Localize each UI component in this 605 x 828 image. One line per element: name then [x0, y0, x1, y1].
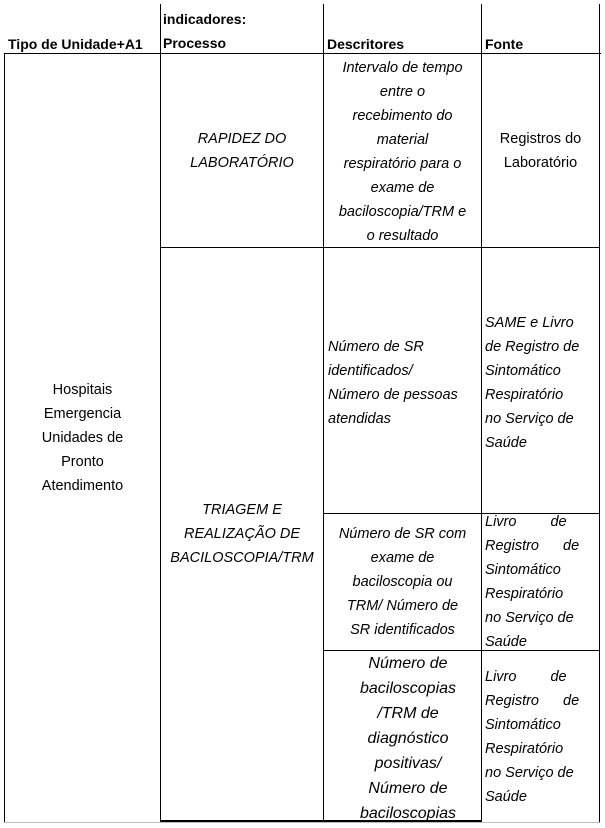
descriptor-line: baciloscopia ou	[352, 574, 453, 590]
descriptor-line: baciloscopias	[359, 805, 457, 820]
header-descritores-text: Descritores	[327, 36, 405, 52]
source-line: Registros do	[499, 131, 582, 147]
descriptor-line: atendidas	[328, 411, 391, 427]
unit-type-line: Hospitais	[52, 382, 113, 398]
descriptor-line: baciloscopias	[359, 680, 457, 697]
process-triagem	[161, 498, 323, 570]
source-line: Saúde	[485, 435, 527, 451]
source-line: SAME e Livro	[485, 315, 574, 331]
source-line: Respiratório	[485, 387, 564, 403]
source-line: Laboratório	[503, 155, 578, 171]
header-fonte	[485, 35, 595, 54]
header-tipo-unidade-text: Tipo de Unidade+A1	[8, 36, 143, 52]
source-line: de Registro de	[485, 339, 580, 355]
descriptor-line: positivas/	[374, 755, 442, 772]
descriptor-line: TRM/ Número de	[346, 598, 459, 614]
source-line: Saúde	[485, 634, 527, 650]
source-same	[485, 311, 595, 455]
descriptor-line: respiratório para o	[343, 156, 462, 172]
descriptor-line: identificados/	[328, 363, 413, 379]
descriptor-line: Número de pessoas	[328, 387, 458, 403]
descriptor-line: exame de	[370, 550, 435, 566]
descriptor-line: Número de	[368, 655, 448, 672]
source-registros	[482, 127, 599, 175]
header-indicadores-text: indicadores:	[163, 11, 247, 27]
descriptor-numero-sr-exame	[324, 522, 481, 642]
process-line: LABORATÓRIO	[190, 155, 294, 171]
header-tipo-unidade	[8, 35, 160, 54]
process-line: REALIZAÇÃO DE	[183, 526, 301, 542]
header-processo-text: Processo	[163, 35, 227, 51]
descriptor-line: material	[376, 132, 429, 148]
source-line: Livro de	[485, 669, 567, 685]
descriptor-line: recebimento do	[352, 108, 453, 124]
col-line-4	[599, 4, 600, 822]
descriptor-line: SR identificados	[350, 622, 455, 638]
source-livro-2	[485, 665, 595, 809]
source-line: Respiratório	[485, 741, 564, 757]
descriptor-line: Número de SR	[328, 339, 424, 355]
descriptor-line: Intervalo de tempo	[342, 60, 463, 76]
unit-type-line: Unidades de	[41, 430, 124, 446]
descriptor-line: diagnóstico	[367, 730, 449, 747]
process-line: TRIAGEM E	[202, 502, 282, 518]
process-rapidez	[161, 127, 323, 175]
source-line: Registro de	[485, 693, 580, 709]
descriptor-numero-sr	[328, 335, 476, 431]
unit-type-cell	[5, 378, 160, 498]
source-line: Respiratório	[485, 586, 564, 602]
descriptor-line: baciloscopia/TRM e	[338, 204, 467, 220]
unit-type-line: Emergencia	[43, 406, 122, 422]
descriptor-line: exame de	[370, 180, 435, 196]
source-line: no Serviço de	[485, 765, 574, 781]
process-line: BACILOSCOPIA/TRM	[170, 550, 314, 566]
descriptor-line: Número de SR com	[338, 526, 467, 542]
descriptor-line: o resultado	[366, 228, 439, 244]
bottom-line-grey	[4, 822, 600, 823]
descriptor-line: Número de	[368, 780, 448, 797]
source-line: Sintomático	[485, 717, 561, 733]
header-processo	[163, 10, 323, 53]
unit-type-line: Atendimento	[41, 478, 124, 494]
source-line: Sintomático	[485, 363, 561, 379]
descriptor-line: entre o	[379, 84, 426, 100]
source-line: Registro de	[485, 538, 580, 554]
source-line: no Serviço de	[485, 411, 574, 427]
source-line: Saúde	[485, 789, 527, 805]
header-descritores	[327, 35, 477, 54]
process-line: RAPIDEZ DO	[197, 131, 287, 147]
descriptor-line: /TRM de	[377, 705, 439, 722]
descriptor-intervalo	[324, 56, 481, 248]
source-line: Sintomático	[485, 562, 561, 578]
source-line: Livro de	[485, 514, 567, 530]
unit-type-line: Pronto	[61, 454, 104, 470]
source-livro-1	[485, 510, 595, 654]
header-fonte-text: Fonte	[485, 36, 524, 52]
source-line: no Serviço de	[485, 610, 574, 626]
descriptor-baciloscopias	[350, 651, 466, 820]
